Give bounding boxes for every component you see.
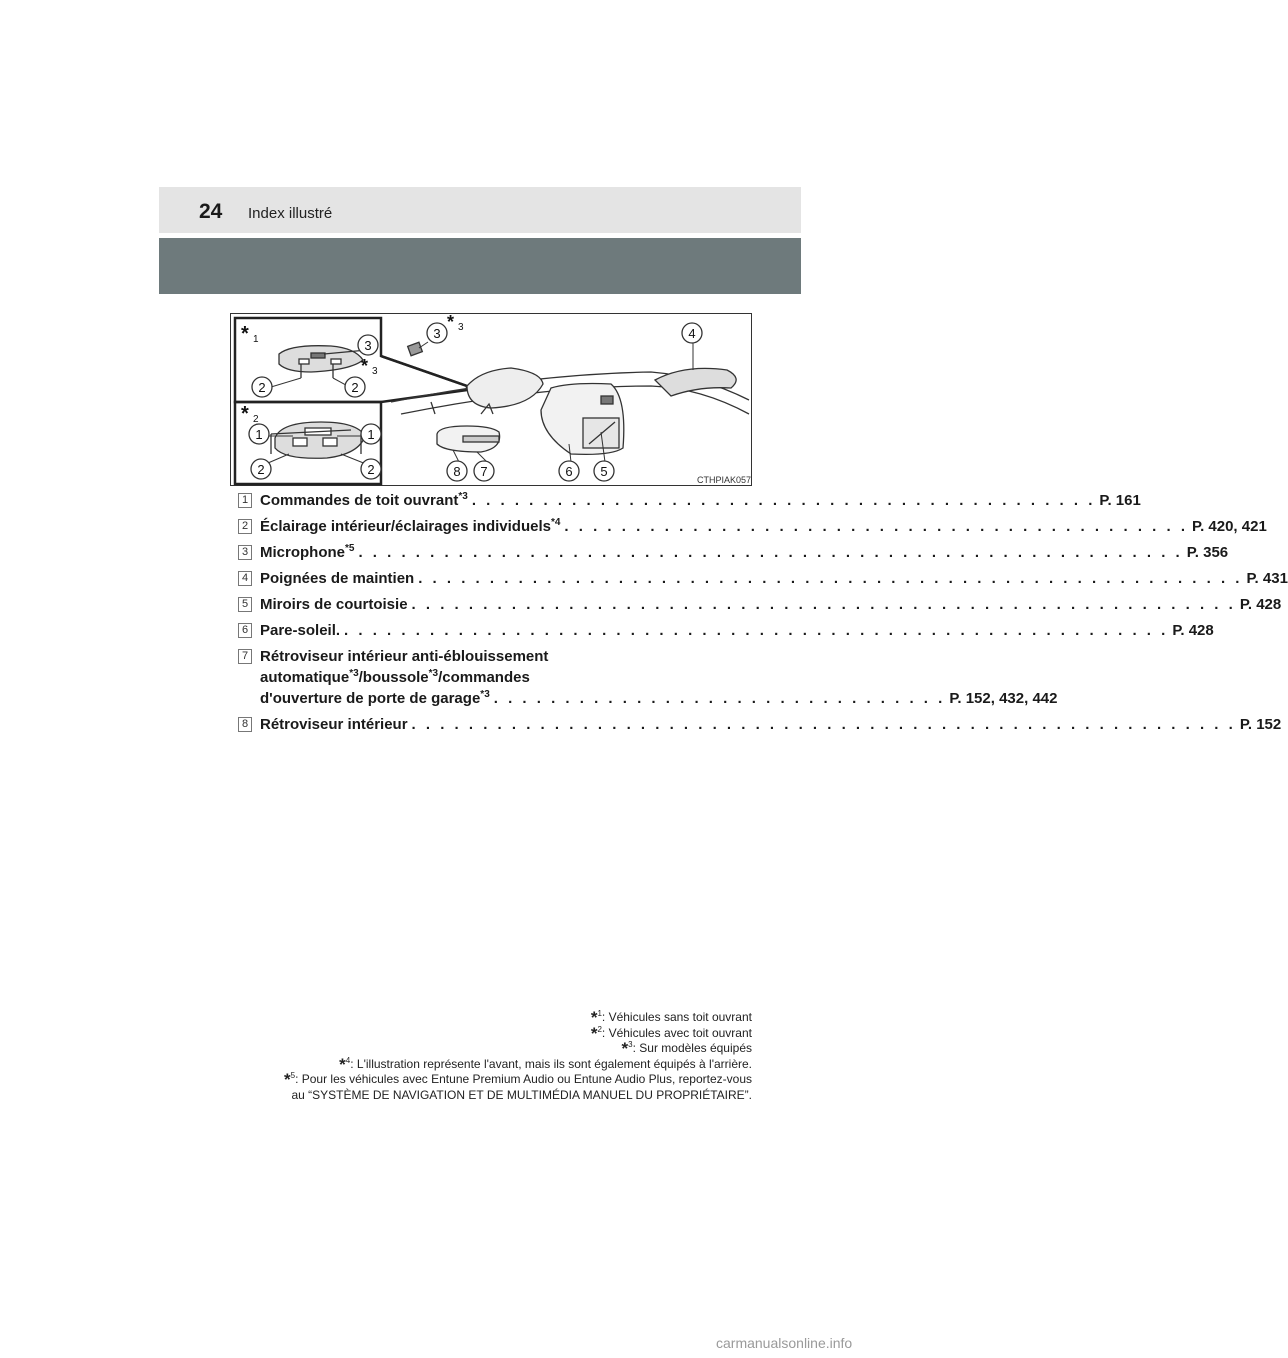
item-number: 6 <box>238 623 252 638</box>
inset-mic-sup: 3 <box>372 366 378 377</box>
list-item <box>238 516 1267 537</box>
list-item <box>238 594 1282 615</box>
list-item <box>238 714 1282 735</box>
illustration-drawing <box>231 314 753 487</box>
callout-3-inset: 3 <box>364 338 372 353</box>
overhead-console-illustration <box>230 313 752 486</box>
footnote-sup: 1 <box>597 1009 602 1018</box>
inset1-console <box>279 346 367 378</box>
callout-8: 8 <box>453 464 461 479</box>
item-dots: . . . . . . . . . . . . . . . . . . . . . . . . . . . . . . . . . . . . . . . . . . . . . . . . . . . . . . . . . . <box>411 716 1236 733</box>
item-label: Microphone <box>260 544 345 561</box>
item-list <box>238 490 1288 740</box>
inset1-star: * <box>241 323 249 345</box>
inset2-sup: 2 <box>253 414 259 425</box>
footnote <box>192 1010 752 1026</box>
item-number: 7 <box>238 649 252 664</box>
item-sup: *5 <box>345 543 355 554</box>
footnote-star: * <box>590 1023 598 1043</box>
footnote-text: : Véhicules sans toit ouvrant <box>601 1010 752 1024</box>
callout-1-left: 1 <box>255 427 263 442</box>
inset-mic-star: * <box>361 356 369 376</box>
item-dots: . . . . . . . . . . . . . . . . . . . . . . . . . . . . . . . . . . . . . . . . . . . . <box>471 492 1096 509</box>
item-page-ref[interactable]: P. 428 <box>1239 596 1282 613</box>
callout-2-inset-left: 2 <box>258 380 266 395</box>
list-item <box>238 490 1141 511</box>
headliner-scene <box>391 342 749 454</box>
footnote-text: : Véhicules avec toit ouvrant <box>601 1025 752 1040</box>
watermark: carmanualsonline.info <box>716 1335 853 1351</box>
item-dots: . . . . . . . . . . . . . . . . . . . . . . . . . . . . . . . . . . . . . . . . . . . . <box>564 518 1188 535</box>
item-label: /commandes <box>438 669 530 686</box>
mic-sup: 3 <box>458 322 464 333</box>
header-band <box>159 238 801 294</box>
item-sup: *3 <box>480 689 490 700</box>
item-sup: *3 <box>428 668 439 679</box>
item-number: 5 <box>238 597 252 612</box>
inset1-sup: 1 <box>253 334 259 345</box>
footnote-continuation: au “SYSTÈME DE NAVIGATION ET DE MULTIMÉDIA MANUEL DU PROPRIÉTAIRE”. <box>291 1087 752 1102</box>
item-dots: . . . . . . . . . . . . . . . . . . . . . . . . . . . . . . . . . . . . . . . . . . . . . . . . . . . . . . . . . . <box>411 596 1236 613</box>
item-number: 4 <box>238 571 252 586</box>
inset2-console <box>271 422 365 458</box>
page-number: 24 <box>199 200 223 223</box>
footnote-star: * <box>621 1039 629 1058</box>
item-sup: *3 <box>458 491 468 502</box>
footnote <box>192 1072 752 1088</box>
footnote-sup: 5 <box>290 1071 296 1080</box>
item-label: Poignées de maintien <box>260 570 415 587</box>
inset2-star: * <box>241 403 249 425</box>
callout-4: 4 <box>688 326 696 341</box>
footnote-star: * <box>590 1008 598 1027</box>
footnote <box>192 1023 752 1043</box>
item-page-ref[interactable]: P. 420, 421 <box>1192 518 1267 535</box>
item-page-ref[interactable]: P. 356 <box>1186 544 1229 561</box>
item-number: 2 <box>238 519 252 534</box>
item-sup: *4 <box>550 517 561 528</box>
footnote-sup: 2 <box>597 1024 602 1034</box>
item-page-ref[interactable]: P. 431 <box>1246 570 1288 587</box>
mic-star: * <box>447 312 455 332</box>
item-label: automatique <box>260 669 350 686</box>
item-number: 1 <box>238 493 252 508</box>
list-item <box>238 568 1288 589</box>
footnote-text: : Pour les véhicules avec Entune Premium Audio ou Entune Audio Plus, reportez-vous <box>295 1072 752 1086</box>
item-label: /boussole <box>358 669 429 686</box>
footnote-star: * <box>283 1070 291 1089</box>
callout-6: 6 <box>565 464 573 479</box>
item-sup: *3 <box>349 668 359 679</box>
item-page-ref[interactable]: P. 161 <box>1099 492 1141 509</box>
callout-2-bottom-left: 2 <box>257 462 265 477</box>
item-label: Commandes de toit ouvrant <box>260 492 459 509</box>
item-label: Rétroviseur intérieur <box>260 716 408 733</box>
list-item <box>238 646 1058 709</box>
item-page-ref[interactable]: P. 152 <box>1239 716 1282 733</box>
item-label: Miroirs de courtoisie <box>260 596 408 613</box>
footnote-star: * <box>339 1054 346 1074</box>
footnote-sup: 4 <box>345 1055 351 1065</box>
callout-2-inset-right: 2 <box>351 380 359 395</box>
callout-5: 5 <box>600 464 608 479</box>
list-item <box>238 620 1214 641</box>
footnote-text: : L'illustration représente l'avant, mais ils sont également équipés à l'arrière. <box>350 1056 752 1071</box>
callout-1-right: 1 <box>367 427 375 442</box>
item-dots: . . . . . . . . . . . . . . . . . . . . . . . . . . . . . . . . . . . . . . . . . . . . . . . . . . . . . . . . . . <box>418 570 1243 587</box>
footnote <box>192 1041 752 1057</box>
footnotes <box>192 1010 752 1103</box>
item-page-ref[interactable]: P. 152, 432, 442 <box>949 690 1058 707</box>
callout-2-bottom-right: 2 <box>367 462 375 477</box>
item-label: Pare-soleil. <box>260 622 341 639</box>
item-number: 3 <box>238 545 252 560</box>
item-number: 8 <box>238 717 252 732</box>
callout-7: 7 <box>480 464 488 479</box>
item-label: d'ouverture de porte de garage <box>260 690 481 707</box>
section-title: Index illustré <box>248 205 333 222</box>
item-dots: . . . . . . . . . . . . . . . . . . . . . . . . . . . . . . . . . . . . . . . . . . . . . . . . . . . . . . . . . . <box>344 622 1169 639</box>
footnote-text: : Sur modèles équipés <box>632 1041 752 1055</box>
item-label: Rétroviseur intérieur anti-éblouissement <box>260 648 549 665</box>
inset-frame <box>235 318 467 484</box>
item-label: Éclairage intérieur/éclairages individuels <box>260 518 551 535</box>
item-dots: . . . . . . . . . . . . . . . . . . . . . . . . . . . . . . . . . . . . . . . . . . . . . . . . . . . . . . . . . . <box>358 544 1183 561</box>
footnote <box>192 1054 752 1074</box>
footnote-sup: 3 <box>628 1040 633 1049</box>
list-item <box>238 542 1229 563</box>
figure-code: CTHPIAK057 <box>697 475 752 485</box>
item-dots: . . . . . . . . . . . . . . . . . . . . . . . . . . . . . . . . <box>493 690 946 707</box>
callout-3-main: 3 <box>433 326 441 341</box>
item-page-ref[interactable]: P. 428 <box>1172 622 1214 639</box>
